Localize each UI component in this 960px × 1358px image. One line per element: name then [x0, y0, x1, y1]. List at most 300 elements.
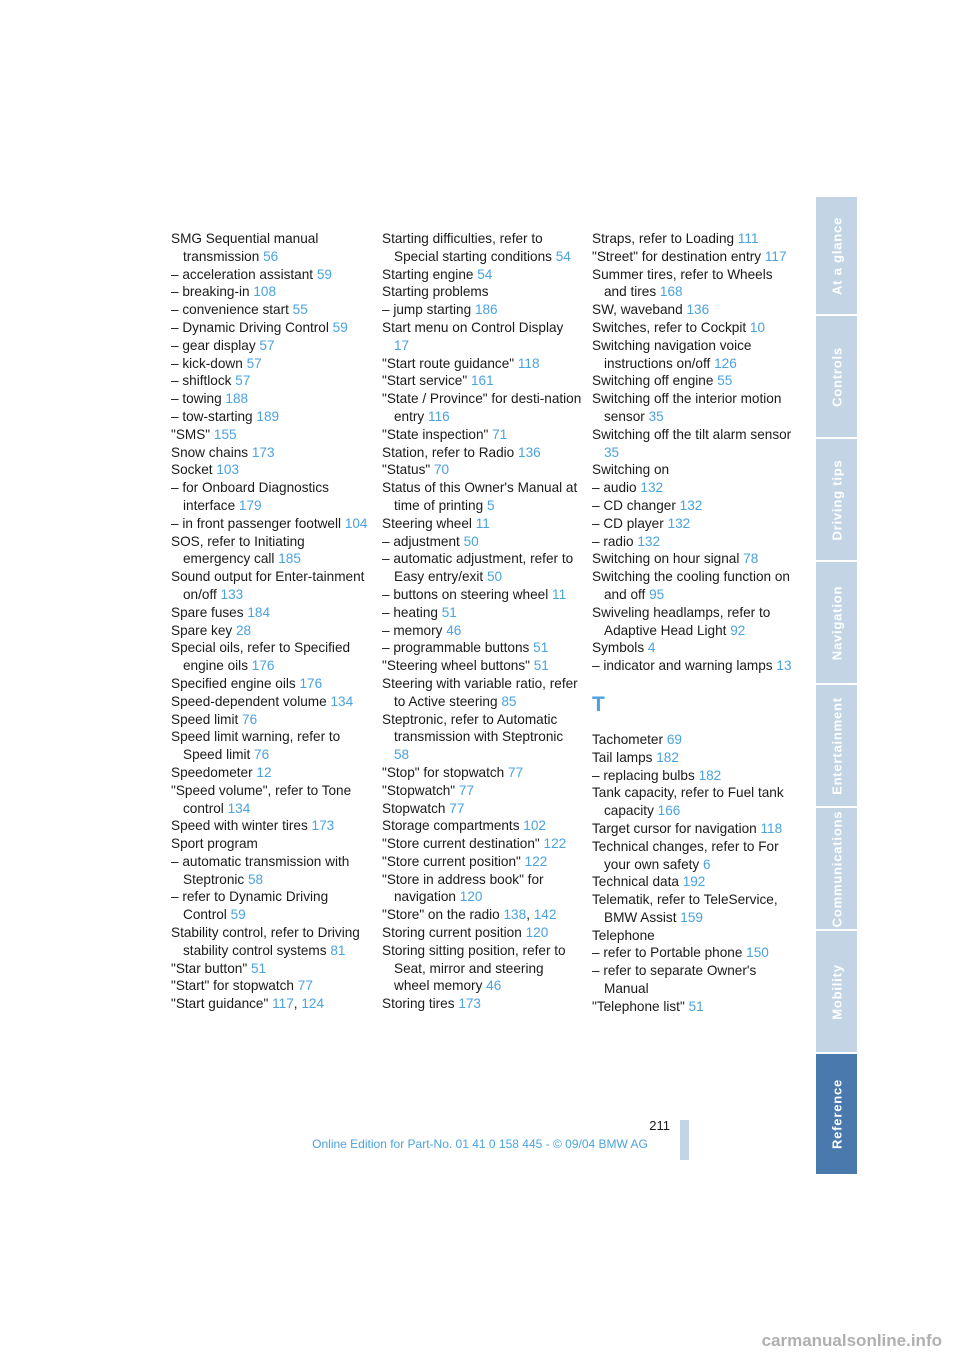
index-entry-text: Storing current position [382, 925, 522, 941]
index-entry-text: Socket [171, 462, 213, 478]
page-link[interactable]: 185 [278, 551, 301, 567]
index-entry [382, 301, 582, 319]
index-entry [171, 533, 371, 569]
index-entry-text: – kick-down [171, 355, 243, 371]
page-link[interactable]: 57 [235, 373, 251, 389]
page-link[interactable]: 59 [332, 319, 348, 335]
page-link[interactable]: 78 [743, 551, 759, 567]
page-link[interactable]: 122 [524, 853, 548, 869]
index-entry-text: – in front passenger footwell [171, 515, 342, 531]
page-link[interactable]: 17 [394, 337, 410, 353]
index-entry-text: "SMS" [171, 426, 211, 442]
index-entry [592, 731, 792, 749]
page-link[interactable]: 124 [301, 996, 325, 1012]
page-link[interactable]: 179 [238, 497, 262, 513]
tab-controls[interactable] [816, 316, 857, 439]
index-entry-text: Storage compartments [382, 818, 520, 834]
page-link[interactable]: 35 [648, 408, 664, 424]
index-entry [382, 764, 582, 782]
index-entry [171, 266, 371, 284]
index-entry-text: – jump starting [382, 302, 472, 318]
index-entry-text: "Start service" [382, 373, 468, 389]
index-entry-text: "Stop" for stopwatch [382, 764, 505, 780]
index-entry [171, 444, 371, 462]
page-link[interactable]: 192 [682, 874, 706, 890]
index-entry-text: Tail lamps [592, 749, 653, 765]
page-link[interactable]: 55 [717, 373, 733, 389]
index-entry-text: – automatic transmission with Steptronic [171, 853, 350, 887]
index-entry [171, 622, 371, 640]
tab-reference[interactable] [816, 1054, 857, 1176]
index-entry [382, 426, 582, 444]
index-entry [382, 835, 582, 853]
page-link[interactable]: 4 [647, 640, 656, 656]
page-link[interactable]: 58 [248, 871, 264, 887]
index-entry-text: Switching navigation voice instructions on/off [592, 337, 752, 371]
index-entry-text: "Steering wheel buttons" [382, 658, 530, 674]
page-link[interactable]: 77 [449, 800, 465, 816]
page-link[interactable]: 76 [242, 711, 258, 727]
page-link[interactable]: 81 [330, 942, 346, 958]
index-entry [382, 995, 582, 1013]
index-entry-text: Sport program [171, 836, 258, 852]
page-link[interactable]: 118 [760, 820, 783, 836]
footer-text: Online Edition for Part-No. 01 41 0 158 445 - © 09/04 BMW AG [312, 1137, 648, 1151]
page-link[interactable]: 51 [250, 960, 267, 976]
index-entry [592, 319, 792, 337]
page-link[interactable]: 57 [259, 337, 275, 353]
index-entry-text: Switching off engine [592, 373, 714, 389]
index-entry [592, 337, 792, 373]
page-link[interactable]: 77 [297, 978, 313, 994]
index-entry [382, 782, 582, 800]
index-entry-text: "State / Province" for desti-nation entry [382, 391, 582, 424]
index-entry-text: Storing tires [382, 996, 455, 1012]
index-entry-text: Status of this Owner's Manual at time of printing [382, 480, 578, 513]
page-link[interactable]: 126 [714, 355, 737, 371]
index-entry-text: – refer to separate Owner's Manual [592, 963, 757, 997]
index-entry-text: Switching on [592, 462, 670, 478]
page-link[interactable]: 111 [737, 231, 759, 246]
index-entry [592, 749, 792, 767]
page-link[interactable]: 104 [344, 515, 368, 531]
index-entry-text: Target cursor for navigation [592, 820, 757, 836]
index-entry-text: – for Onboard Diagnostics interface [171, 480, 329, 513]
index-entry [382, 390, 582, 426]
index-entry [382, 319, 582, 355]
page-link[interactable]: 57 [246, 355, 262, 371]
index-entry [382, 355, 582, 373]
index-entry-text: – programmable buttons [382, 640, 530, 656]
index-entry [592, 230, 792, 248]
index-entry-text: "Star button" [171, 960, 248, 976]
index-entry [592, 820, 792, 838]
index-entry [171, 301, 371, 319]
page-link[interactable]: 184 [247, 604, 271, 620]
index-entry [171, 461, 371, 479]
page-link[interactable]: 12 [256, 764, 272, 780]
index-entry [592, 301, 792, 319]
page-link[interactable]: 117 [272, 996, 294, 1012]
index-entry [592, 657, 792, 675]
index-entry: "Store" on the radio 138, 142 [382, 907, 557, 923]
index-entry [382, 444, 582, 462]
index-entry [171, 390, 371, 408]
page-link[interactable]: 168 [659, 284, 683, 300]
index-entry-text: Symbols [592, 640, 645, 656]
page-link[interactable]: 10 [749, 319, 766, 335]
index-entry-text: Speed-dependent volume [171, 693, 327, 709]
index-entry-text: Station, refer to Radio [382, 444, 515, 460]
tab-driving-tips[interactable] [816, 439, 857, 562]
index-entry [382, 550, 582, 586]
index-entry-text: – refer to Dynamic Driving Control [171, 889, 329, 923]
tab-navigation[interactable] [816, 562, 857, 685]
page-link[interactable]: 6 [702, 856, 711, 872]
index-entry-text: – heating [382, 604, 438, 620]
index-entry-text: Switching off the interior motion sensor [592, 391, 782, 424]
index-entry-text: Speed with winter tires [171, 818, 308, 834]
index-entry-text: Switching on hour signal [592, 551, 740, 567]
page-link[interactable]: 132 [637, 533, 661, 549]
index-column-3 [592, 230, 792, 1016]
index-entry [171, 728, 371, 764]
page-link[interactable]: 51 [533, 658, 549, 674]
page-link[interactable]: 28 [236, 622, 252, 638]
index-entry-text: – automatic adjustment, refer to Easy entry/exit [382, 551, 574, 585]
index-entry [382, 515, 582, 533]
index-entry [171, 853, 371, 889]
index-entry-text: Speedometer [171, 764, 253, 780]
index-entry-text: "State inspection" [382, 426, 489, 442]
index-entry-text: "Stopwatch" [382, 782, 456, 798]
page-link[interactable]: 132 [640, 480, 664, 496]
index-entry-text: SMG Sequential manual transmission [171, 231, 319, 264]
index-entry [592, 873, 792, 891]
page-link[interactable]: 46 [486, 978, 502, 994]
index-entry-text: Special oils, refer to Specified engine oils [171, 640, 351, 674]
index-entry [171, 283, 371, 301]
index-entry [592, 784, 792, 820]
page-link[interactable]: 159 [680, 909, 703, 925]
page-link[interactable]: 134 [330, 693, 354, 709]
index-entry-text: Tank capacity, refer to Fuel tank capacity [592, 785, 784, 819]
index-entry-text: "Start guidance" [171, 996, 269, 1012]
page-link[interactable]: 77 [458, 782, 475, 798]
index-entry [382, 479, 582, 515]
index-entry-text: Start menu on Control Display [382, 319, 564, 335]
index-entry-text: Starting engine [382, 266, 474, 282]
index-entry-text: "Start route guidance" [382, 355, 515, 371]
index-entry [592, 927, 792, 945]
index-entry [592, 962, 792, 998]
page-link[interactable]: 54 [555, 248, 571, 264]
index-entry-text: Snow chains [171, 444, 249, 460]
index-entry [171, 960, 371, 978]
index-entry-text: Speed limit [171, 711, 239, 727]
index-entry [592, 390, 792, 426]
index-entry-text: Tachometer [592, 731, 664, 747]
index-entry-text: Speed limit warning, refer to Speed limit [171, 729, 341, 763]
index-entry [592, 604, 792, 640]
index-entry-text: Spare key [171, 622, 233, 638]
index-entry-text: – memory [382, 622, 443, 638]
index-entry [592, 998, 792, 1016]
page-link[interactable]: 132 [667, 515, 691, 531]
page-link[interactable]: 166 [657, 803, 681, 819]
page-link[interactable]: 50 [486, 569, 503, 585]
index-entry [171, 888, 371, 924]
index-column-2 [382, 230, 582, 1013]
page-link[interactable]: 50 [463, 533, 479, 549]
index-entry [592, 568, 792, 604]
index-entry [592, 515, 792, 533]
page-link[interactable]: 11 [552, 586, 567, 602]
page-link[interactable]: 51 [688, 998, 704, 1014]
index-entry [171, 426, 371, 444]
index-entry-text: – gear display [171, 337, 256, 353]
index-entry-text: Stability control, refer to Driving stability control systems [171, 925, 360, 958]
index-entry [171, 604, 371, 622]
tab-label: Communications [829, 810, 844, 927]
page-link[interactable]: 122 [543, 836, 567, 852]
index-entry [171, 675, 371, 693]
index-entry [382, 853, 582, 871]
index-entry-text: – adjustment [382, 533, 460, 549]
tab-label: Entertainment [829, 696, 844, 795]
page-link[interactable]: 59 [316, 266, 332, 282]
index-entry [171, 568, 371, 604]
index-entry-text: Starting problems [382, 284, 489, 300]
index-entry [171, 372, 371, 390]
index-entry [171, 355, 371, 373]
index-entry [592, 944, 792, 962]
page-link[interactable]: 70 [433, 462, 450, 478]
index-entry-text: – Dynamic Driving Control [171, 319, 329, 335]
page-link[interactable]: 55 [292, 302, 308, 318]
page-link[interactable]: 136 [686, 302, 710, 318]
page-link[interactable]: 182 [656, 749, 679, 765]
tab-entertainment[interactable] [816, 685, 857, 808]
index-entry-text: – replacing bulbs [592, 767, 695, 783]
index-entry [382, 675, 582, 711]
page-link[interactable]: 118 [517, 355, 540, 371]
index-entry-text: Stopwatch [382, 800, 446, 816]
page-link[interactable]: 150 [746, 945, 769, 961]
index-entry [171, 337, 371, 355]
index-entry [382, 604, 582, 622]
index-entry-text: Swiveling headlamps, refer to Adaptive Head Light [592, 604, 771, 638]
tab-communications[interactable] [816, 808, 857, 931]
page-link[interactable]: 134 [227, 800, 251, 816]
index-entry [382, 800, 582, 818]
index-entry [592, 372, 792, 390]
page-link[interactable]: 155 [213, 426, 237, 442]
page-link[interactable]: 182 [698, 767, 722, 783]
page-link[interactable]: 77 [508, 764, 524, 780]
index-entry-text: Steering wheel [382, 515, 472, 531]
page-link[interactable]: 76 [254, 747, 270, 763]
index-entry-text: – audio [592, 480, 637, 496]
tab-label: Reference [829, 1078, 844, 1150]
page-link[interactable]: 103 [216, 462, 240, 478]
index-entry [592, 266, 792, 302]
index-entry-text: Switching the cooling function on and off [592, 569, 790, 602]
index-entry [592, 248, 792, 266]
index-entry-text: – tow-starting [171, 408, 253, 424]
page-link[interactable]: 51 [533, 640, 549, 656]
index-entry-text: – shiftlock [171, 373, 232, 389]
page-link[interactable]: 173 [458, 996, 481, 1012]
index-entry-text: Straps, refer to Loading [592, 231, 735, 246]
index-entry-text: – acceleration assistant [171, 266, 314, 282]
page-link[interactable]: 69 [666, 731, 682, 747]
index-entry [171, 230, 371, 266]
section-letter: T [592, 692, 605, 716]
index-entry [592, 479, 792, 497]
index-entry [382, 266, 582, 284]
index-entry-text: Sound output for Enter-tainment on/off [171, 569, 365, 602]
page-link[interactable]: 142 [533, 907, 557, 923]
index-entry-text: Telematik, refer to TeleService, BMW Assist [592, 892, 778, 925]
index-entry-text: SOS, refer to Initiating emergency call [171, 533, 305, 567]
index-entry [382, 942, 582, 995]
index-entry [382, 657, 582, 675]
index-entry [171, 319, 371, 337]
index-entry-text: "Street" for destination entry [592, 248, 762, 264]
index-entry-text: Storing sitting position, refer to Seat, mirror and steering wheel memory [382, 942, 566, 994]
index-entry [171, 639, 371, 675]
index-entry [382, 461, 582, 479]
index-entry-text: Spare fuses [171, 604, 244, 620]
tab-label: Mobility [829, 963, 844, 1020]
page-link[interactable]: 58 [394, 747, 410, 763]
index-entry [382, 871, 582, 907]
index-entry-text: Switches, refer to Cockpit [592, 319, 747, 335]
tab-label: Driving tips [829, 458, 844, 541]
page-link[interactable]: 95 [649, 586, 665, 602]
index-entry [382, 711, 582, 764]
tab-label: Controls [829, 346, 844, 407]
index-entry [171, 479, 371, 515]
page-link[interactable]: 56 [263, 248, 279, 264]
page-link[interactable]: 5 [486, 497, 495, 513]
page-link[interactable]: 51 [441, 604, 457, 620]
page-link[interactable]: 46 [446, 622, 462, 638]
page-link[interactable]: 176 [299, 675, 323, 691]
index-entry-text: – buttons on steering wheel [382, 586, 549, 602]
page-link[interactable]: 133 [220, 586, 244, 602]
page-link[interactable]: 189 [256, 408, 280, 424]
index-entry [382, 283, 582, 301]
page-link[interactable]: 108 [253, 284, 277, 300]
index-entry-text: Steptronic, refer to Automatic transmission with Steptronic [382, 711, 564, 745]
index-entry [382, 924, 582, 942]
index-entry [592, 639, 792, 657]
page-link[interactable]: 188 [225, 391, 249, 407]
index-column-1 [171, 230, 371, 1013]
index-entry [171, 711, 371, 729]
index-entry [382, 639, 582, 657]
page-link[interactable]: 138 [503, 907, 527, 923]
index-entry [382, 586, 582, 604]
index-entry-text: – towing [171, 391, 222, 407]
index-entry-text: – convenience start [171, 302, 289, 318]
page-link[interactable]: 13 [776, 658, 792, 674]
page-link[interactable]: 136 [518, 444, 541, 460]
index-entry [592, 767, 792, 785]
index-entry [171, 817, 371, 835]
page-link[interactable]: 59 [230, 907, 246, 923]
page-link[interactable]: 120 [525, 925, 549, 941]
index-entry [171, 764, 371, 782]
page-link[interactable]: 132 [679, 497, 703, 513]
tab-at-a-glance[interactable] [816, 197, 857, 316]
index-entry-text: – indicator and warning lamps [592, 658, 773, 674]
index-entry-text: – breaking-in [171, 284, 250, 300]
index-entry-text: "Telephone list" [592, 998, 685, 1014]
index-entry [171, 782, 371, 818]
page-link[interactable]: 120 [459, 889, 483, 905]
index-entry-text: – CD player [592, 515, 664, 531]
page-link[interactable]: 117 [764, 248, 787, 264]
page-link[interactable]: 54 [477, 266, 493, 282]
page-link[interactable]: 11 [475, 515, 490, 531]
index-entry [382, 817, 582, 835]
index-entry-text: – radio [592, 533, 634, 549]
page-link[interactable]: 186 [474, 302, 498, 318]
page-link[interactable]: 176 [251, 658, 275, 674]
page-link[interactable]: 102 [523, 818, 546, 834]
index-entry-text: "Store current destination" [382, 836, 540, 852]
page-number: 211 [649, 1118, 670, 1133]
index-entry-text: Technical data [592, 874, 679, 890]
index-entry [171, 408, 371, 426]
index-entry [171, 977, 371, 995]
page-link[interactable]: 173 [251, 444, 275, 460]
page-link[interactable]: 161 [470, 373, 494, 389]
page-link[interactable]: 85 [501, 693, 517, 709]
index-entry [382, 230, 582, 266]
page-link[interactable]: 92 [730, 622, 746, 638]
index-entry-text: "Store" on the radio [382, 907, 500, 923]
index-entry-text: "Status" [382, 462, 431, 478]
index-entry-text: "Store current position" [382, 853, 521, 869]
index-entry-text: Telephone [592, 927, 655, 943]
index-entry-text: Switching off the tilt alarm sensor [592, 426, 792, 442]
tab-mobility[interactable] [816, 931, 857, 1054]
page-link[interactable]: 71 [492, 426, 508, 442]
index-entry-text: – refer to Portable phone [592, 945, 743, 961]
page-link[interactable]: 116 [428, 408, 450, 424]
tab-label: Navigation [829, 585, 844, 660]
index-entry [171, 693, 371, 711]
index-entry-text: "Start" for stopwatch [171, 978, 294, 994]
index-entry [171, 835, 371, 853]
page-link[interactable]: 173 [311, 818, 335, 834]
page-link[interactable]: 35 [604, 444, 620, 460]
index-entry-text: Technical changes, refer to For your own safety [592, 838, 779, 872]
index-entry-text: Steering with variable ratio, refer to Active steering [382, 675, 578, 709]
index-entry-text: "Store in address book" for navigation [382, 871, 544, 905]
index-entry [592, 533, 792, 551]
index-entry: "Start guidance" 117, 124 [171, 996, 325, 1012]
index-entry-text: – CD changer [592, 497, 676, 513]
index-entry [592, 891, 792, 927]
watermark: carmanualsonline.info [761, 1331, 942, 1350]
index-entry [592, 497, 792, 515]
index-entry [592, 838, 792, 874]
